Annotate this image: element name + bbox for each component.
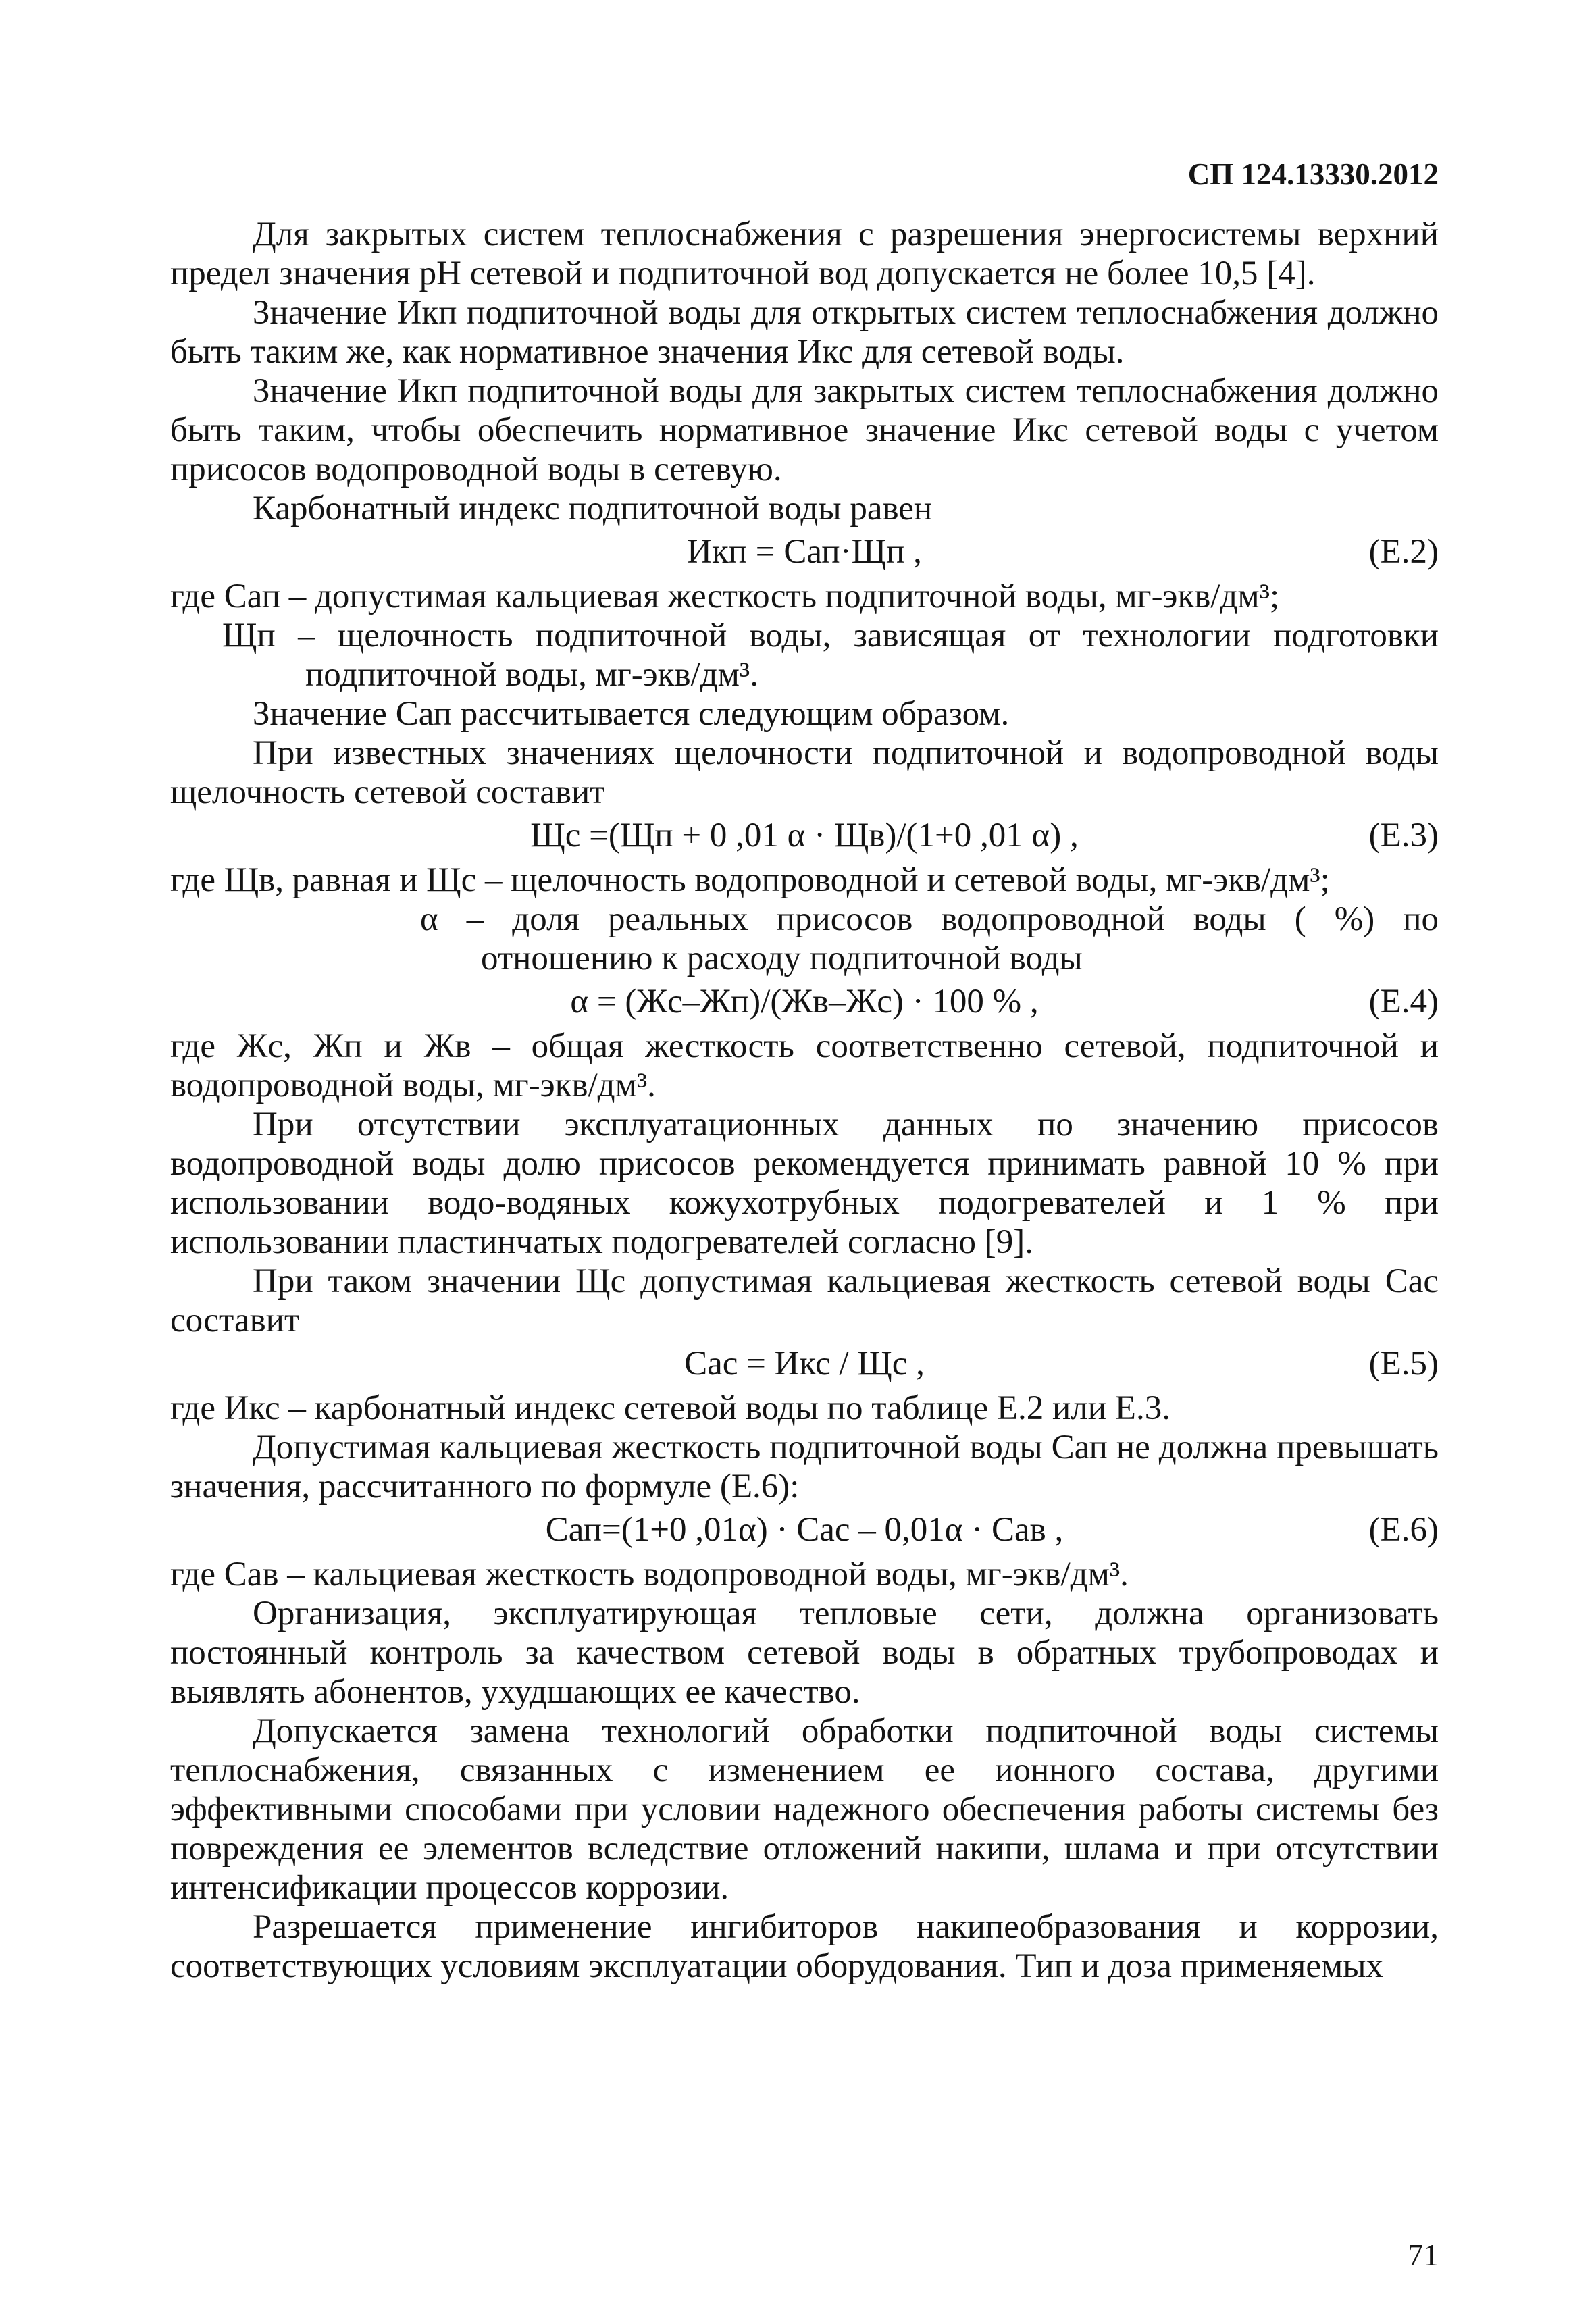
formula-e6 (170, 1510, 1439, 1551)
paragraph: Организация, эксплуатирующая тепловые сети, должна организовать постоянный контроль за качеством сетевой воды в обратных трубопроводах и выявлять абонентов, ухудшающих ее качество. (170, 1595, 1439, 1711)
formula-e5 (170, 1344, 1439, 1385)
page-body (170, 215, 1439, 1986)
page-number: 71 (1408, 2238, 1439, 2272)
paragraph: Значение Икп подпиточной воды для открытых систем теплоснабжения должно быть таким же, как нормативное значения Икс для сетевой воды. (170, 294, 1439, 371)
paragraph: Значение Икп подпиточной воды для закрытых систем теплоснабжения должно быть таким, чтобы обеспечить нормативное значение Икс сетевой воды с учетом присосов водопроводной воды в сетевую. (170, 372, 1439, 488)
paragraph: Допустимая кальциевая жесткость подпиточной воды Сап не должна превышать значения, рассчитанного по формуле (Е.6): (170, 1429, 1439, 1506)
where-clause: Щп – щелочность подпиточной воды, зависящая от технологии подготовки подпиточной воды, мг-экв/дм³. (222, 617, 1439, 694)
formula-number: (Е.2) (1368, 533, 1439, 571)
paragraph: Допускается замена технологий обработки подпиточной воды системы теплоснабжения, связанных с изменением ее ионного состава, другими эффективными способами при условии надежного обеспечения работы системы без повреждения ее элементов вследствие отложений накипи, шлама и при отсутствии интенсификации процессов коррозии. (170, 1712, 1439, 1907)
paragraph: При известных значениях щелочности подпиточной и водопроводной воды щелочность сетевой составит (170, 734, 1439, 811)
formula-expression: Сас = Икс / Щс , (684, 1345, 925, 1383)
formula-number: (Е.4) (1368, 983, 1439, 1021)
where-clause: где Сав – кальциевая жесткость водопроводной воды, мг-экв/дм³. (170, 1555, 1129, 1593)
paragraph: Карбонатный индекс подпиточной воды равен (253, 490, 933, 528)
paragraph: Значение Сап рассчитывается следующим образом. (253, 695, 1010, 733)
formula-e2 (170, 532, 1439, 573)
where-clause: где Сап – допустимая кальциевая жесткость подпиточной воды, мг-экв/дм³; (170, 577, 1280, 615)
formula-number: (Е.5) (1368, 1345, 1439, 1383)
formula-number: (Е.6) (1368, 1511, 1439, 1549)
where-clause: где Жс, Жп и Жв – общая жесткость соответственно сетевой, подпиточной и водопроводной воды, мг-экв/дм³. (170, 1027, 1439, 1104)
where-clause: α – доля реальных присосов водопроводной воды ( %) по отношению к расходу подпиточной воды (420, 900, 1439, 977)
paragraph: При таком значении Щс допустимая кальциевая жесткость сетевой воды Сас составит (170, 1262, 1439, 1339)
formula-e4 (170, 982, 1439, 1023)
where-clause: где Икс – карбонатный индекс сетевой воды по таблице Е.2 или Е.3. (170, 1389, 1170, 1427)
formula-expression: Сап=(1+0 ,01α) · Сас – 0,01α · Сав , (545, 1511, 1064, 1549)
paragraph: При отсутствии эксплуатационных данных по значению присосов водопроводной воды долю присосов рекомендуется принимать равной 10 % при использовании водо-водяных кожухотрубных подогревателей и 1 % при использовании пластинчатых подогревателей согласно [9]. (170, 1106, 1439, 1261)
document-code: СП 124.13330.2012 (1187, 157, 1439, 191)
where-clause: где Щв, равная и Щс – щелочность водопроводной и сетевой воды, мг-экв/дм³; (170, 861, 1330, 899)
formula-expression: α = (Жс–Жп)/(Жв–Жс) · 100 % , (570, 983, 1039, 1021)
formula-e3 (170, 816, 1439, 856)
formula-number: (Е.3) (1368, 817, 1439, 854)
formula-expression: Щс =(Щп + 0 ,01 α · Щв)/(1+0 ,01 α) , (530, 817, 1079, 854)
paragraph: Разрешается применение ингибиторов накипеобразования и коррозии, соответствующих условиям эксплуатации оборудования. Тип и доза применяемых (170, 1908, 1439, 1985)
paragraph: Для закрытых систем теплоснабжения с разрешения энергосистемы верхний предел значения рН сетевой и подпиточной вод допускается не более 10,5 [4]. (170, 215, 1439, 292)
formula-expression: Икп = Сап·Щп , (687, 533, 922, 571)
